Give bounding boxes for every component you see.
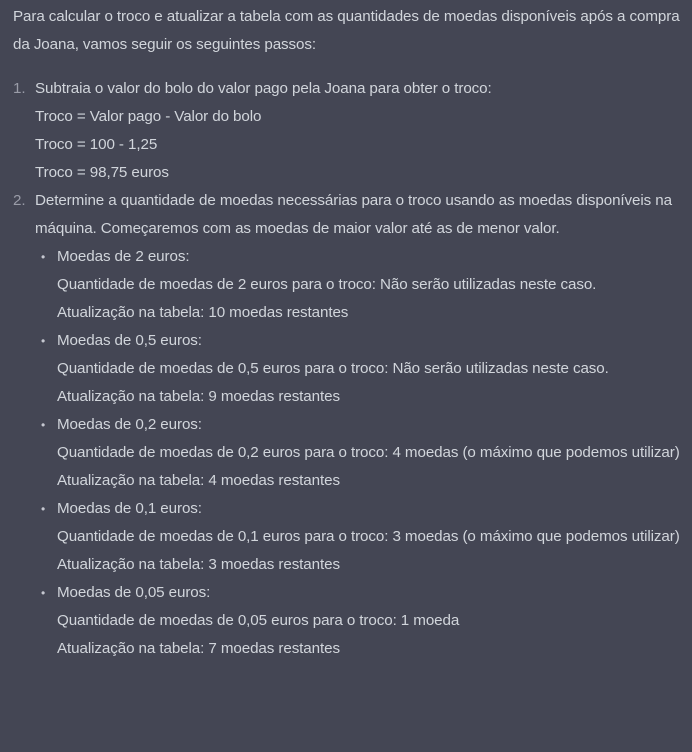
coin-update: Atualização na tabela: 3 moedas restantes bbox=[57, 556, 340, 573]
coins-list bbox=[35, 243, 685, 663]
step-text: Determine a quantidade de moedas necessárias para o troco usando as moedas disponíveis na máquina. Começaremos com as moedas de maior valor até as de menor valor. bbox=[35, 192, 672, 237]
step-item bbox=[13, 187, 685, 663]
coin-update: Atualização na tabela: 10 moedas restantes bbox=[57, 304, 349, 321]
step-text: Subtraia o valor do bolo do valor pago pela Joana para obter o troco: bbox=[35, 80, 492, 97]
coin-item bbox=[35, 495, 685, 579]
coin-update: Atualização na tabela: 7 moedas restantes bbox=[57, 640, 340, 657]
formula-line: Troco = 100 - 1,25 bbox=[35, 136, 158, 153]
coin-quantity: Quantidade de moedas de 0,2 euros para o troco: 4 moedas (o máximo que podemos utilizar) bbox=[57, 444, 680, 461]
coin-update: Atualização na tabela: 4 moedas restantes bbox=[57, 472, 340, 489]
step-item bbox=[13, 75, 685, 187]
coin-quantity: Quantidade de moedas de 0,05 euros para o troco: 1 moeda bbox=[57, 612, 460, 629]
coin-quantity: Quantidade de moedas de 0,1 euros para o troco: 3 moedas (o máximo que podemos utilizar) bbox=[57, 528, 680, 545]
step-number: 1. bbox=[13, 80, 26, 97]
bullet-icon: • bbox=[41, 418, 46, 432]
bullet-icon: • bbox=[41, 250, 46, 264]
coin-item bbox=[35, 327, 685, 411]
formula-line: Troco = 98,75 euros bbox=[35, 164, 169, 181]
coin-update: Atualização na tabela: 9 moedas restantes bbox=[57, 388, 340, 405]
bullet-icon: • bbox=[41, 586, 46, 600]
intro-paragraph: Para calcular o troco e atualizar a tabela com as quantidades de moedas disponíveis após a compra da Joana, vamos seguir os seguintes passos: bbox=[13, 8, 680, 53]
coin-item bbox=[35, 579, 685, 663]
coin-title: Moedas de 0,1 euros: bbox=[57, 500, 202, 517]
coin-title: Moedas de 0,2 euros: bbox=[57, 416, 202, 433]
formula-line: Troco = Valor pago - Valor do bolo bbox=[35, 108, 262, 125]
step-number: 2. bbox=[13, 192, 26, 209]
bullet-icon: • bbox=[41, 334, 46, 348]
coin-quantity: Quantidade de moedas de 0,5 euros para o troco: Não serão utilizadas neste caso. bbox=[57, 360, 609, 377]
coin-item bbox=[35, 411, 685, 495]
bullet-icon: • bbox=[41, 502, 46, 516]
coin-item bbox=[35, 243, 685, 327]
coin-title: Moedas de 0,5 euros: bbox=[57, 332, 202, 349]
steps-list bbox=[13, 75, 685, 663]
coin-title: Moedas de 0,05 euros: bbox=[57, 584, 211, 601]
coin-quantity: Quantidade de moedas de 2 euros para o troco: Não serão utilizadas neste caso. bbox=[57, 276, 597, 293]
coin-title: Moedas de 2 euros: bbox=[57, 248, 190, 265]
